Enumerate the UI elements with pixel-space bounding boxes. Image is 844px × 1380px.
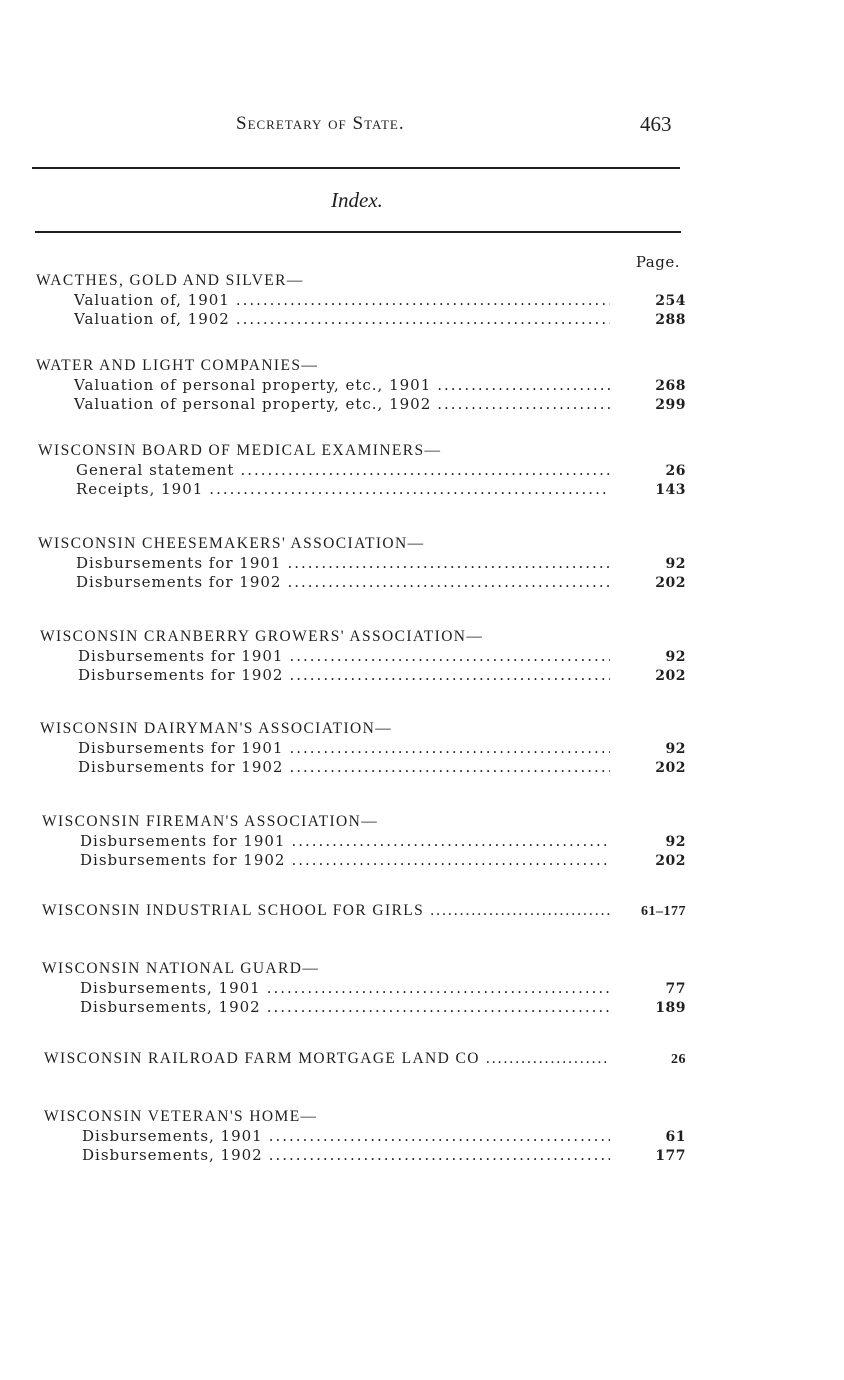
entry-subitem	[38, 461, 686, 480]
entry-subitem	[42, 851, 686, 870]
index-entry	[44, 1050, 686, 1069]
entry-heading: WISCONSIN INDUSTRIAL SCHOOL FOR GIRLS	[42, 902, 425, 919]
subitem-page: 202	[655, 668, 686, 684]
dot-leader	[236, 291, 610, 309]
index-entry	[42, 902, 686, 921]
subitem-page: 61	[665, 1129, 686, 1145]
subitem-text: Receipts, 1901	[76, 480, 204, 498]
subitem-page: 26	[665, 463, 686, 479]
dot-leader	[430, 902, 610, 920]
entry-heading-line	[40, 628, 686, 647]
subitem-text: Disbursements for 1901	[78, 647, 284, 665]
dot-leader	[236, 310, 610, 328]
subitem-text: Disbursements for 1902	[76, 573, 282, 591]
subitem-page: 268	[655, 378, 686, 394]
section-title: Index.	[331, 188, 383, 212]
subitem-page: 77	[665, 981, 686, 997]
subitem-text: Disbursements for 1901	[80, 832, 286, 850]
dot-leader	[267, 979, 610, 997]
dot-leader	[486, 1050, 610, 1068]
subitem-text: Disbursements for 1902	[78, 758, 284, 776]
subitem-page: 189	[655, 1000, 686, 1016]
index-entry	[36, 357, 686, 414]
page-number: 463	[640, 112, 672, 136]
entry-subitem	[42, 832, 686, 851]
entry-heading: WATER AND LIGHT COMPANIES—	[36, 357, 319, 374]
entry-heading-line	[40, 720, 686, 739]
subitem-text: Disbursements for 1901	[78, 739, 284, 757]
subitem-page: 177	[655, 1148, 686, 1164]
dot-leader	[291, 851, 610, 869]
index-entry	[44, 1108, 686, 1165]
dot-leader	[269, 1146, 610, 1164]
entry-heading-line	[42, 960, 686, 979]
subitem-page: 202	[655, 853, 686, 869]
dot-leader	[269, 1127, 610, 1145]
index-entry	[42, 813, 686, 870]
index-entry	[36, 272, 686, 329]
index-entry	[40, 720, 686, 777]
subitem-page: 299	[655, 397, 686, 413]
running-title: Secretary of State.	[236, 113, 405, 134]
entry-subitem	[44, 1146, 686, 1165]
entry-subitem	[36, 376, 686, 395]
entry-subitem	[36, 395, 686, 414]
dot-leader	[240, 461, 610, 479]
subitem-text: Valuation of, 1901	[74, 291, 230, 309]
subitem-page: 288	[655, 312, 686, 328]
entry-heading: WISCONSIN RAILROAD FARM MORTGAGE LAND CO	[44, 1050, 480, 1067]
entry-heading: WISCONSIN CHEESEMAKERS' ASSOCIATION—	[38, 535, 425, 552]
subitem-text: Disbursements, 1901	[80, 979, 261, 997]
index-entry	[38, 442, 686, 499]
dot-leader	[289, 666, 610, 684]
subitem-page: 92	[665, 649, 686, 665]
entry-heading: WISCONSIN NATIONAL GUARD—	[42, 960, 320, 977]
entry-heading: WISCONSIN DAIRYMAN'S ASSOCIATION—	[40, 720, 393, 737]
entry-subitem	[44, 1127, 686, 1146]
index-entry	[38, 535, 686, 592]
subitem-text: Disbursements for 1902	[78, 666, 284, 684]
subitem-text: Disbursements, 1901	[82, 1127, 263, 1145]
entry-heading: WISCONSIN BOARD OF MEDICAL EXAMINERS—	[38, 442, 442, 459]
subitem-text: Valuation of personal property, etc., 1902	[74, 395, 432, 413]
entry-page: 61–177	[641, 904, 686, 919]
entry-subitem	[40, 666, 686, 685]
subitem-text: Disbursements for 1902	[80, 851, 286, 869]
subitem-text: Disbursements, 1902	[82, 1146, 263, 1164]
entry-subitem	[42, 979, 686, 998]
dot-leader	[209, 480, 610, 498]
entry-subitem	[36, 291, 686, 310]
subitem-page: 143	[655, 482, 686, 498]
subitem-text: Disbursements, 1902	[80, 998, 261, 1016]
dot-leader	[291, 832, 610, 850]
entry-subitem	[36, 310, 686, 329]
entry-heading-line	[44, 1108, 686, 1127]
dot-leader	[289, 739, 610, 757]
subitem-text: General statement	[76, 461, 235, 479]
entry-subitem	[40, 739, 686, 758]
subitem-page: 92	[665, 834, 686, 850]
entry-subitem	[42, 998, 686, 1017]
entry-subitem	[40, 758, 686, 777]
subitem-page: 202	[655, 760, 686, 776]
entry-subitem	[38, 573, 686, 592]
subitem-text: Disbursements for 1901	[76, 554, 282, 572]
entry-heading-line	[42, 813, 686, 832]
dot-leader	[289, 758, 610, 776]
subitem-text: Valuation of personal property, etc., 1901	[74, 376, 432, 394]
dot-leader	[437, 376, 610, 394]
subitem-page: 92	[665, 741, 686, 757]
subitem-page: 92	[665, 556, 686, 572]
page-column-label: Page.	[635, 253, 680, 271]
entry-heading: WISCONSIN CRANBERRY GROWERS' ASSOCIATION—	[40, 628, 484, 645]
entry-page: 26	[671, 1052, 686, 1067]
entry-heading: WACTHES, GOLD AND SILVER—	[36, 272, 304, 289]
subitem-text: Valuation of, 1902	[74, 310, 230, 328]
entry-heading-line	[38, 535, 686, 554]
subitem-page: 254	[655, 293, 686, 309]
entry-subitem	[38, 554, 686, 573]
subitem-page: 202	[655, 575, 686, 591]
dot-leader	[289, 647, 610, 665]
entry-heading-line	[42, 902, 686, 921]
dot-leader	[287, 554, 610, 572]
entry-heading-line	[38, 442, 686, 461]
entry-heading: WISCONSIN FIREMAN'S ASSOCIATION—	[42, 813, 379, 830]
index-entry	[40, 628, 686, 685]
entry-subitem	[38, 480, 686, 499]
entry-heading-line	[44, 1050, 686, 1069]
entry-subitem	[40, 647, 686, 666]
entry-heading-line	[36, 357, 686, 376]
index-entry	[42, 960, 686, 1017]
dot-leader	[267, 998, 610, 1016]
dot-leader	[437, 395, 610, 413]
entry-heading-line	[36, 272, 686, 291]
dot-leader	[287, 573, 610, 591]
entry-heading: WISCONSIN VETERAN'S HOME—	[44, 1108, 318, 1125]
